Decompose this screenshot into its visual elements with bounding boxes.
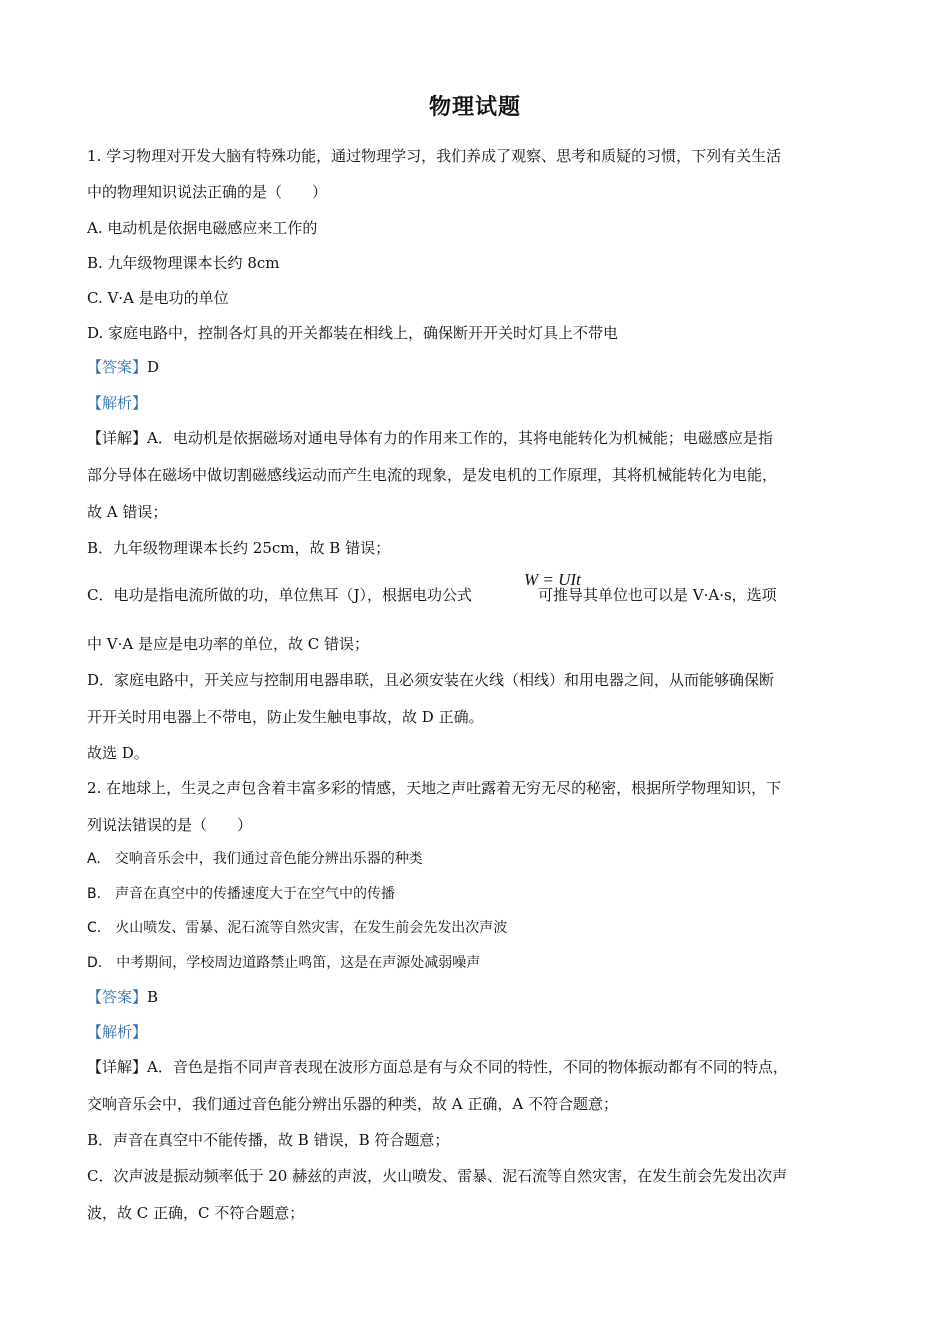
q2-answer	[87, 987, 158, 1007]
q1-option-a: A. 电动机是依据电磁感应来工作的	[87, 219, 318, 237]
q1-stem-line2: 中的物理知识说法正确的是（ ）	[87, 183, 328, 201]
q2-stem-line2: 列说法错误的是（ ）	[87, 816, 253, 834]
q2-detail-a-line1	[87, 1057, 788, 1077]
q1-detail-label: 【详解】	[87, 429, 148, 447]
q1-detail-d-line2: 开开关时用电器上不带电，防止发生触电事故，故 D 正确。	[87, 708, 484, 726]
q1-answer-value: D	[147, 358, 160, 376]
q2-detail-a-text: A．音色是指不同声音表现在波形方面总是有与众不同的特性，不同的物体振动都有不同的特点，	[147, 1058, 788, 1076]
electric-work-formula: W = UIt	[524, 570, 581, 589]
q2-option-c: C. 火山喷发、雷暴、泥石流等自然灾害，在发生前会先发出次声波	[87, 920, 508, 936]
q2-analysis-label: 【解析】	[87, 1023, 148, 1041]
q1-detail-a-line2: 部分导体在磁场中做切割磁感线运动而产生电流的现象，是发电机的工作原理，其将机械能转化为电能，	[87, 466, 778, 484]
q2-detail-a-line2: 交响音乐会中，我们通过音色能分辨出乐器的种类，故 A 正确，A 不符合题意；	[87, 1095, 618, 1113]
q1-detail-b: B．九年级物理课本长约 25cm，故 B 错误；	[87, 539, 391, 557]
q1-option-b: B. 九年级物理课本长约 8cm	[87, 254, 280, 272]
q1-conclusion: 故选 D。	[87, 744, 149, 762]
q1-detail-c-line1	[87, 585, 777, 605]
q1-detail-c-line2: 中 V·A 是应是电功率的单位，故 C 错误；	[87, 635, 369, 653]
q1-analysis-label: 【解析】	[87, 394, 148, 412]
q1-detail-a-text: A．电动机是依据磁场对通电导体有力的作用来工作的，其将电能转化为机械能；电磁感应是指	[147, 429, 773, 447]
q1-answer	[87, 357, 159, 377]
q1-answer-label: 【答案】	[87, 358, 148, 376]
q1-option-c: C. V·A 是电功的单位	[87, 289, 229, 307]
q1-option-d: D. 家庭电路中，控制各灯具的开关都装在相线上，确保断开开关时灯具上不带电	[87, 324, 619, 342]
q1-detail-d-line1: D．家庭电路中，开关应与控制用电器串联，且必须安装在火线（相线）和用电器之间，从而能够确保断	[87, 671, 775, 689]
page-title: 物理试题	[428, 95, 521, 120]
q2-answer-label: 【答案】	[87, 988, 148, 1006]
q1-detail-a-line1	[87, 428, 773, 448]
q2-answer-value: B	[147, 988, 159, 1006]
q1-detail-a-line3: 故 A 错误；	[87, 503, 168, 521]
q2-detail-c-line1: C．次声波是振动频率低于 20 赫兹的声波，火山喷发、雷暴、泥石流等自然灾害，在发生前会先发出次声	[87, 1167, 788, 1185]
q2-stem-line1: 2. 在地球上，生灵之声包含着丰富多彩的情感，天地之声吐露着无穷无尽的秘密，根据所学物理知识，下	[87, 779, 782, 797]
q2-detail-b: B．声音在真空中不能传播，故 B 错误，B 符合题意；	[87, 1131, 450, 1149]
q1-detail-c-after: 可推导其单位也可以是 V·A·s，选项	[538, 586, 777, 604]
q2-option-b: B. 声音在真空中的传播速度大于在空气中的传播	[87, 886, 396, 902]
q1-detail-c-before: C．电功是指电流所做的功，单位焦耳（J），根据电功公式	[87, 586, 472, 604]
q1-stem-line1: 1. 学习物理对开发大脑有特殊功能，通过物理学习，我们养成了观察、思考和质疑的习惯，下列有关生活	[87, 147, 782, 165]
q2-detail-label: 【详解】	[87, 1058, 148, 1076]
q2-option-a: A. 交响音乐会中，我们通过音色能分辨出乐器的种类	[87, 851, 423, 867]
q2-detail-c-line2: 波，故 C 正确，C 不符合题意；	[87, 1204, 305, 1222]
q2-option-d: D. 中考期间，学校周边道路禁止鸣笛，这是在声源处减弱噪声	[87, 955, 481, 971]
